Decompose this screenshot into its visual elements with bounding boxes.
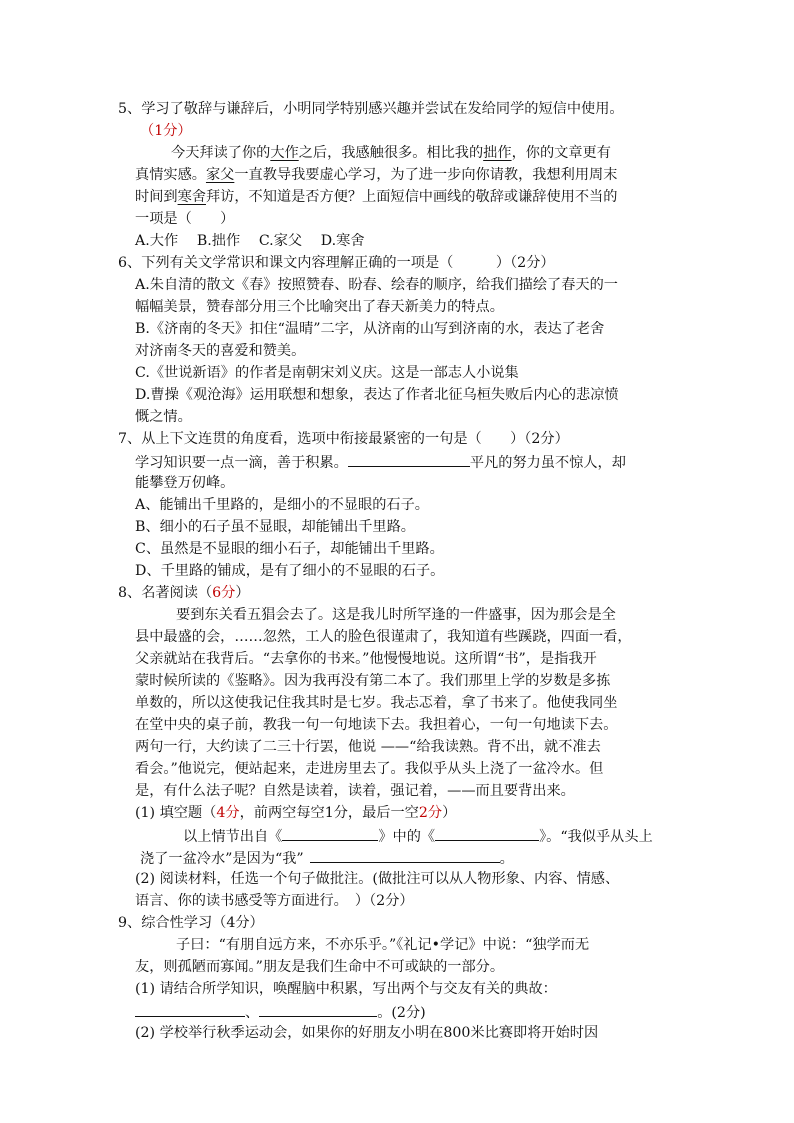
- q9-blank-2[interactable]: [259, 1001, 377, 1017]
- q9-stem: 9、综合性学习（4分）: [118, 915, 264, 931]
- q7-stem: 7、从上下文连贯的角度看，选项中衔接最紧密的一句是（ ）（2分）: [118, 431, 569, 447]
- q7-option-d: D、千里路的铺成，是有了细小的不显眼的石子。: [135, 563, 445, 579]
- q5-points: （1分）: [140, 123, 192, 139]
- q8-sub2-line-1: (2) 阅读材料，任选一个句子做批注。(做批注可以从人物形象、内容、情感、: [135, 871, 620, 887]
- q9-passage-line-2: 友，则孤陋而寡闻。”朋友是我们生命中不可或缺的一部分。: [135, 959, 505, 975]
- q7-text-line-1: 学习知识要一点一滴，善于积累。 平凡的努力虽不惊人，却: [135, 451, 626, 471]
- q7-option-a: A、能铺出千里路的，是细小的不显眼的石子。: [135, 497, 429, 513]
- q9-sub2: (2) 学校举行秋季运动会，如果你的好朋友小明在800米比赛即将开始时因: [135, 1025, 599, 1041]
- q8-passage-line-1: 要到东关看五猖会去了。这是我儿时所罕逢的一件盛事，因为那会是全: [176, 607, 616, 623]
- q7-option-c: C、虽然是不显眼的细小石子，却能铺出千里路。: [135, 541, 444, 557]
- q6-option-b-line-2: 对济南冬天的喜爱和赞美。: [135, 343, 306, 359]
- q9-sub1: (1) 请结合所学知识，唤醒脑中积累，写出两个与交友有关的典故：: [135, 981, 557, 997]
- q8-passage-line-7: 两句一行，大约读了二三十行罢，他说 ——“给我读熟。背不出，就不准去: [135, 739, 601, 755]
- q5-text-line-1: 今天拜读了你的大作之后，我感触很多。相比我的拙作，你的文章更有: [171, 145, 611, 161]
- q8-fill-line-1: 以上情节出自《 》中的《 》。“我似乎从头上: [183, 825, 653, 845]
- q5-answer-prompt: 一项是（ ）: [135, 211, 235, 227]
- q5-options: A.大作 B.拙作 C.家父 D.寒舍: [135, 233, 365, 249]
- q8-passage-line-2: 县中最盛的会，……忽然，工人的脸色很谨肃了，我知道有些蹊跷，四面一看，: [135, 629, 632, 645]
- q9-passage-line-1: 子曰：“有朋自远方来，不亦乐乎。”《礼记•学记》中说：“独学而无: [176, 937, 590, 953]
- q6-stem: 6、下列有关文学常识和课文内容理解正确的一项是（ ）（2分）: [118, 255, 555, 271]
- q8-sub1-heading: (1) 填空题（4分，前两空每空1分，最后一空2分）: [135, 805, 457, 821]
- q5-text-line-2: 真情实感。家父一直教导我要虚心学习，为了进一步向你请教，我想利用周末: [135, 167, 618, 183]
- q8-blank-chapter[interactable]: [435, 825, 539, 841]
- q9-sub1-blanks: 、 。(2分): [135, 1001, 426, 1021]
- q8-passage-line-9: 是，有什么法子呢？自然是读着，读着，强记着，——而且要背出来。: [135, 783, 575, 799]
- q6-option-d-line-1: D.曹操《观沧海》运用联想和想象，表达了作者北征乌桓失败后内心的悲凉愤: [135, 387, 619, 403]
- q6-option-b-line-1: B.《济南的冬天》扣住“温晴”二字，从济南的山写到济南的水，表达了老舍: [135, 321, 605, 337]
- q6-option-a-line-2: 幅幅美景，赞春部分用三个比喻突出了春天新美力的特点。: [135, 299, 504, 315]
- q7-blank[interactable]: [348, 451, 470, 467]
- q8-passage-line-3: 父亲就站在我背后。“去拿你的书来。”他慢慢地说。这所谓“书”，是指我开: [135, 651, 597, 667]
- q5-text-line-3: 时间到寒舍拜访，不知道是否方便？上面短信中画线的敬辞或谦辞使用不当的: [135, 189, 618, 205]
- q8-passage-line-8: 看会。”他说完，便站起来，走进房里去了。我似乎从头上浇了一盆冷水。但: [135, 761, 604, 777]
- q5-stem: 5、学习了敬辞与谦辞后，小明同学特别感兴趣并尝试在发给同学的短信中使用。: [118, 101, 624, 117]
- q9-blank-1[interactable]: [135, 1001, 245, 1017]
- q7-option-b: B、细小的石子虽不显眼，却能铺出千里路。: [135, 519, 415, 535]
- q6-option-c: C.《世说新语》的作者是南朝宋刘义庆。这是一部志人小说集: [135, 365, 519, 381]
- q6-option-d-line-2: 慨之情。: [135, 409, 192, 425]
- q6-option-a-line-1: A.朱自清的散文《春》按照赞春、盼春、绘春的顺序，给我们描绘了春天的一: [135, 277, 618, 293]
- q8-blank-reason[interactable]: [310, 847, 500, 863]
- q8-fill-line-2: 浇了一盆冷水”是因为“我” 。: [140, 847, 514, 867]
- q7-text-line-2: 能攀登万仞峰。: [135, 475, 235, 491]
- q8-passage-line-6: 在堂中央的桌子前，教我一句一句地读下去。我担着心，一句一句地读下去。: [135, 717, 618, 733]
- q8-passage-line-5: 单数的，所以这使我记住我其时是七岁。我忐忑着，拿了书来了。他使我同坐: [135, 695, 618, 711]
- q8-stem: 8、名著阅读（6分）: [118, 585, 250, 601]
- q8-sub2-line-2: 语言、你的读书感受等方面进行。 ）（2分）: [135, 893, 414, 909]
- q8-passage-line-4: 蒙时候所读的《鉴略》。因为我再没有第二本了。我们那里上学的岁数是多拣: [135, 673, 611, 689]
- q8-blank-book[interactable]: [282, 825, 378, 841]
